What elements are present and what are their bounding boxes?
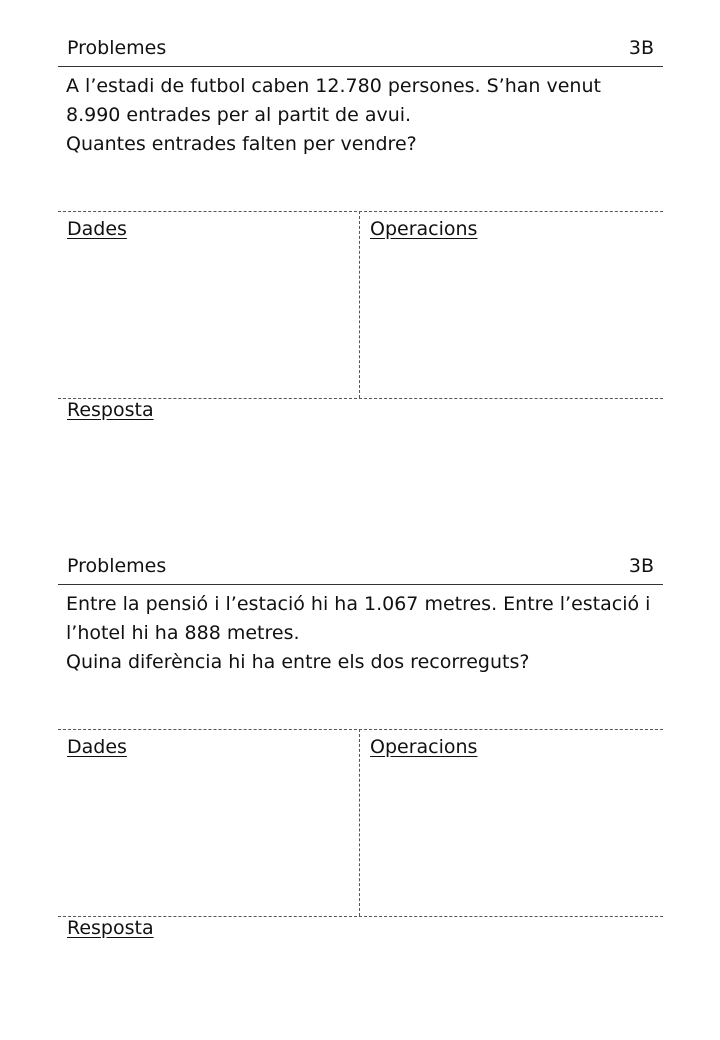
problem-header bbox=[58, 550, 663, 585]
data-work-area[interactable] bbox=[58, 244, 358, 396]
problem-card-1 bbox=[58, 32, 663, 432]
statement-line: 8.990 entrades per al partit de avui. bbox=[66, 104, 412, 126]
section-divider-vertical bbox=[359, 729, 360, 916]
statement-line: l’hotel hi ha 888 metres. bbox=[66, 622, 300, 644]
answer-section-label: Resposta bbox=[67, 399, 154, 421]
statement-line: Quina diferència hi ha entre els dos recorreguts? bbox=[66, 651, 530, 673]
header-code: 3B bbox=[628, 555, 654, 577]
operations-section-label: Operacions bbox=[370, 736, 478, 758]
header-code: 3B bbox=[628, 37, 654, 59]
data-work-area[interactable] bbox=[58, 762, 358, 914]
data-section-label: Dades bbox=[67, 218, 127, 240]
problem-statement bbox=[66, 590, 658, 677]
operations-work-area[interactable] bbox=[361, 762, 663, 914]
operations-work-area[interactable] bbox=[361, 244, 663, 396]
statement-line: Entre la pensió i l’estació hi ha 1.067 metres. Entre l’estació i bbox=[66, 593, 651, 615]
problem-statement bbox=[66, 72, 658, 159]
statement-line: Quantes entrades falten per vendre? bbox=[66, 133, 417, 155]
problem-header bbox=[58, 32, 663, 67]
answer-work-area[interactable] bbox=[58, 942, 663, 950]
statement-line: A l’estadi de futbol caben 12.780 persones. S’han venut bbox=[66, 75, 601, 97]
header-title: Problemes bbox=[67, 37, 167, 59]
answer-work-area[interactable] bbox=[58, 424, 663, 432]
answer-section-label: Resposta bbox=[67, 917, 154, 939]
section-divider-vertical bbox=[359, 211, 360, 398]
data-section-label: Dades bbox=[67, 736, 127, 758]
section-divider-top bbox=[58, 729, 663, 730]
section-divider-top bbox=[58, 211, 663, 212]
header-title: Problemes bbox=[67, 555, 167, 577]
problem-card-2 bbox=[58, 550, 663, 950]
operations-section-label: Operacions bbox=[370, 218, 478, 240]
